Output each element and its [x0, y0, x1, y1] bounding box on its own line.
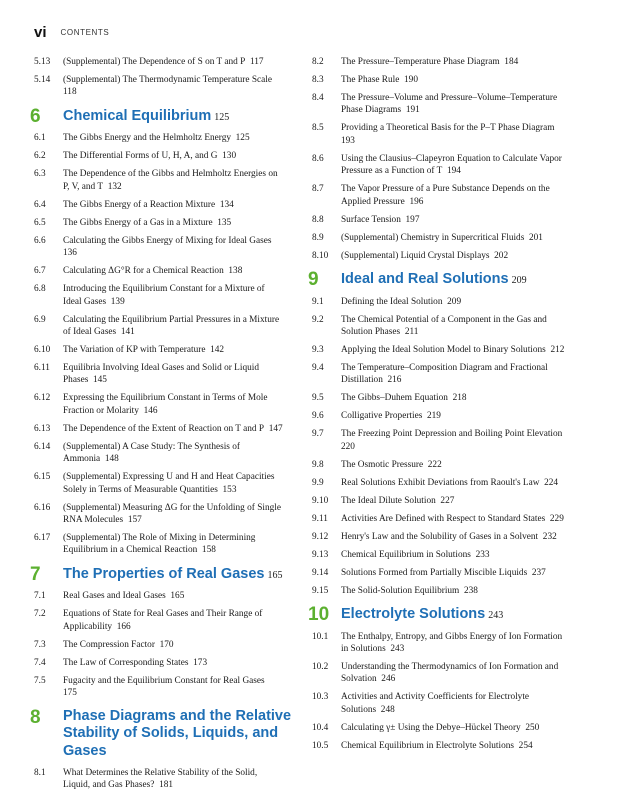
section-number: 6.1	[34, 133, 46, 144]
chapter-title: Phase Diagrams and the Relative Stability of Solids, Liquids, and Gases	[63, 707, 292, 759]
toc-entry	[306, 392, 600, 404]
toc-entry	[306, 214, 600, 226]
section-page: 219	[427, 411, 441, 422]
section-number: 8.2	[312, 57, 324, 67]
toc-entry	[306, 661, 600, 686]
section-title: The Vapor Pressure of a Pure Substance Depends on the Applied Pressure	[341, 184, 550, 207]
section-page: 132	[107, 181, 122, 192]
section-page: 229	[549, 513, 564, 524]
section-number: 7.1	[34, 591, 46, 602]
toc-entry	[306, 410, 600, 422]
section-page: 153	[222, 484, 237, 495]
toc-entry	[306, 567, 600, 579]
toc-entry	[28, 502, 300, 527]
section-title: The Gibbs Energy of a Reaction Mixture	[63, 199, 216, 210]
section-page: 232	[542, 531, 557, 542]
section-title-line	[341, 250, 571, 262]
chapter-heading	[306, 605, 600, 624]
chapter-heading	[306, 270, 600, 289]
section-page: 125	[235, 133, 250, 144]
section-number: 6.8	[34, 284, 46, 295]
section-title: Real Gases and Ideal Gases	[63, 591, 166, 602]
section-title: The Gibbs–Duhem Equation	[341, 393, 448, 404]
section-title-line	[341, 92, 571, 117]
chapter-title: Chemical Equilibrium	[63, 107, 212, 124]
section-number: 9.9	[312, 477, 324, 488]
section-page: 141	[120, 326, 135, 337]
section-title-line	[341, 477, 571, 489]
section-title-line	[63, 74, 283, 99]
section-number: 9.14	[312, 567, 329, 578]
section-title-line	[341, 74, 571, 86]
section-title-line	[341, 428, 571, 453]
section-page: 209	[447, 296, 462, 307]
section-title: (Supplemental) Expressing U and H and Heat Capacities Solely in Terms of Measurable Quantities	[63, 472, 275, 495]
section-title: Introducing the Equilibrium Constant for a Mixture of Ideal Gases	[63, 284, 265, 307]
section-page: 134	[219, 199, 234, 210]
section-title: Applying the Ideal Solution Model to Binary Solutions	[341, 344, 546, 355]
section-title: The Ideal Dilute Solution	[341, 495, 436, 506]
toc-entry	[28, 639, 300, 651]
section-number: 6.17	[34, 532, 51, 543]
section-page: 224	[544, 477, 559, 488]
section-number: 10.2	[312, 662, 329, 673]
section-title-line	[63, 392, 283, 417]
toc-entry	[28, 132, 300, 144]
toc-entry	[28, 344, 300, 356]
section-title: Calculating γ± Using the Debye–Hückel Theory	[341, 722, 521, 733]
section-title: Calculating ΔG°R for a Chemical Reaction	[63, 266, 224, 277]
section-title: The Gibbs Energy of a Gas in a Mixture	[63, 217, 213, 228]
toc-entry	[28, 362, 300, 387]
section-page: 147	[268, 423, 283, 434]
section-page: 117	[249, 57, 264, 67]
section-number: 5.13	[34, 57, 51, 67]
section-number: 9.15	[312, 585, 329, 596]
running-head: CONTENTS	[60, 28, 110, 37]
section-number: 9.11	[312, 513, 328, 524]
section-title: Calculating the Gibbs Energy of Mixing for Ideal Gases	[63, 235, 272, 246]
section-title-line	[341, 513, 571, 525]
chapter-number: 7	[30, 563, 41, 585]
section-title: Defining the Ideal Solution	[341, 296, 443, 307]
section-number: 8.10	[312, 250, 329, 261]
section-title: Chemical Equilibrium in Electrolyte Solutions	[341, 740, 515, 751]
section-title-line	[63, 471, 283, 496]
section-title-line	[63, 767, 283, 792]
toc-entry	[306, 122, 600, 147]
section-number: 6.3	[34, 169, 46, 180]
section-number: 7.4	[34, 657, 46, 668]
section-page: 135	[217, 217, 232, 228]
section-title-line	[63, 423, 283, 435]
toc-entry	[306, 531, 600, 543]
section-number: 8.4	[312, 93, 324, 103]
toc-entry	[306, 92, 600, 117]
section-title: The Variation of KP with Temperature	[63, 344, 206, 355]
section-title-line	[63, 56, 283, 68]
chapter-title: Electrolyte Solutions	[341, 606, 486, 623]
section-number: 9.12	[312, 531, 329, 542]
section-number: 8.8	[312, 214, 324, 225]
section-number: 10.1	[312, 631, 329, 642]
section-page: 136	[63, 248, 77, 259]
section-title-line	[63, 199, 283, 211]
section-title-line	[63, 150, 283, 162]
section-title: The Dependence of the Gibbs and Helmholtz Energies on P, V, and T	[63, 169, 278, 192]
toc-entry	[306, 250, 600, 262]
toc-entry	[28, 471, 300, 496]
section-title-line	[341, 56, 571, 68]
section-page: 254	[518, 740, 533, 751]
section-title: Equilibria Involving Ideal Gases and Solid or Liquid Phases	[63, 362, 259, 386]
section-title-line	[341, 722, 571, 734]
section-title: (Supplemental) The Role of Mixing in Determining Equilibrium in a Chemical Reaction	[63, 532, 256, 556]
section-page: 158	[201, 545, 216, 556]
section-page: 181	[159, 780, 174, 791]
section-page: 191	[405, 105, 420, 116]
chapter-title: The Properties of Real Gases	[63, 565, 265, 582]
section-number: 6.5	[34, 217, 46, 228]
section-page: 197	[405, 214, 420, 225]
section-number: 6.15	[34, 472, 51, 483]
section-title-line	[63, 283, 283, 308]
section-number: 8.7	[312, 184, 324, 195]
section-title-line	[341, 314, 571, 339]
section-number: 5.14	[34, 75, 51, 85]
section-title: Solutions Formed from Partially Miscible Liquids	[341, 567, 528, 578]
section-page: 250	[525, 722, 540, 733]
section-number: 6.6	[34, 235, 46, 246]
section-number: 9.4	[312, 362, 324, 373]
section-page: 139	[110, 296, 125, 307]
toc-entry	[306, 314, 600, 339]
section-title: The Pressure–Temperature Phase Diagram	[341, 57, 500, 67]
section-title-line	[63, 675, 283, 700]
section-title: The Differential Forms of U, H, A, and G	[63, 151, 218, 162]
section-number: 6.16	[34, 502, 51, 513]
toc-entry	[28, 199, 300, 211]
section-title-line	[341, 691, 571, 716]
section-title: The Osmotic Pressure	[341, 459, 424, 470]
chapter-page: 165	[267, 569, 283, 581]
chapter-number: 9	[308, 269, 319, 291]
section-page: 233	[475, 549, 490, 560]
section-title-line	[63, 168, 283, 193]
section-title: The Enthalpy, Entropy, and Gibbs Energy of Ion Formation in Solutions	[341, 631, 563, 655]
toc-entry	[306, 232, 600, 244]
section-title-line	[341, 495, 571, 507]
section-title-line	[63, 265, 283, 277]
section-number: 6.11	[34, 362, 50, 373]
section-number: 7.3	[34, 639, 46, 650]
section-page: 211	[404, 326, 419, 337]
section-page: 166	[116, 621, 131, 632]
section-page: 118	[63, 87, 77, 98]
toc-entry	[306, 56, 600, 68]
section-title: The Temperature–Composition Diagram and Fractional Distillation	[341, 362, 548, 386]
chapter-heading	[28, 565, 300, 584]
section-title: The Pressure–Volume and Pressure–Volume–Temperature Phase Diagrams	[341, 93, 558, 116]
section-title: Using the Clausius–Clapeyron Equation to Calculate Vapor Pressure as a Function of T	[341, 153, 562, 177]
section-title: Colligative Properties	[341, 411, 423, 422]
section-page: 248	[380, 704, 395, 715]
section-number: 6.2	[34, 151, 46, 162]
section-page: 173	[193, 657, 208, 668]
chapter-number: 8	[30, 706, 41, 728]
section-title-line	[63, 235, 283, 260]
section-title: (Supplemental) Measuring ΔG for the Unfolding of Single RNA Molecules	[63, 502, 281, 525]
section-number: 8.1	[34, 768, 46, 778]
section-title-line	[341, 740, 571, 752]
section-page: 202	[494, 250, 509, 261]
chapter-title: Ideal and Real Solutions	[341, 271, 509, 288]
section-page: 175	[63, 688, 77, 699]
chapter-page: 125	[214, 111, 230, 123]
section-page: 190	[404, 75, 418, 85]
toc-entry	[28, 283, 300, 308]
section-title-line	[341, 567, 571, 579]
section-title-line	[63, 590, 283, 602]
toc-entry	[28, 657, 300, 669]
toc-entry	[306, 722, 600, 734]
section-number: 9.7	[312, 429, 324, 440]
section-title-line	[341, 183, 571, 208]
section-page: 138	[228, 266, 243, 277]
toc-entry	[306, 740, 600, 752]
page-header	[34, 24, 109, 42]
section-title: The Law of Corresponding States	[63, 657, 189, 668]
section-page: 246	[381, 674, 396, 685]
section-title-line	[341, 585, 571, 597]
section-title: Fugacity and the Equilibrium Constant for Real Gases	[63, 675, 265, 686]
section-title-line	[341, 549, 571, 561]
toc-entry	[306, 153, 600, 178]
section-title-line	[341, 232, 571, 244]
section-title-line	[63, 362, 283, 387]
section-number: 8.9	[312, 232, 324, 243]
section-title: (Supplemental) The Dependence of S on T and P	[63, 57, 246, 67]
section-page: 216	[387, 375, 402, 386]
toc-entry	[28, 423, 300, 435]
toc-entry	[306, 183, 600, 208]
section-title-line	[63, 502, 283, 527]
section-title-line	[63, 217, 283, 229]
section-title: The Solid-Solution Equilibrium	[341, 585, 460, 596]
toc-entry	[306, 428, 600, 453]
section-number: 9.13	[312, 549, 329, 560]
section-title-line	[341, 153, 571, 178]
chapter-heading	[28, 107, 300, 126]
section-title: Expressing the Equilibrium Constant in Terms of Mole Fraction or Molarity	[63, 393, 268, 416]
section-number: 7.2	[34, 609, 46, 620]
section-page: 237	[531, 567, 546, 578]
toc-entry	[28, 608, 300, 633]
section-title-line	[63, 608, 283, 633]
section-title: Understanding the Thermodynamics of Ion Formation and Solvation	[341, 662, 559, 685]
toc-entry	[306, 296, 600, 308]
section-title: The Dependence of the Extent of Reaction on T and P	[63, 423, 265, 434]
page-number: vi	[34, 24, 47, 41]
section-page: 238	[463, 585, 478, 596]
section-title: What Determines the Relative Stability of the Solid, Liquid, and Gas Phases?	[63, 768, 258, 791]
section-number: 10.4	[312, 722, 329, 733]
section-title-line	[63, 532, 283, 557]
chapter-page: 209	[511, 275, 527, 287]
section-number: 6.4	[34, 199, 46, 210]
section-page: 142	[210, 344, 225, 355]
section-page: 227	[440, 495, 455, 506]
section-number: 6.9	[34, 314, 46, 325]
section-title: Providing a Theoretical Basis for the P–T Phase Diagram	[341, 123, 555, 134]
section-title-line	[341, 459, 571, 471]
toc-entry	[28, 217, 300, 229]
toc-entry	[28, 150, 300, 162]
section-page: 165	[170, 591, 185, 602]
section-number: 6.14	[34, 441, 51, 452]
toc-entry	[28, 265, 300, 277]
toc-entry	[28, 441, 300, 466]
section-page: 146	[143, 405, 158, 416]
section-number: 8.3	[312, 75, 324, 85]
section-title: The Compression Factor	[63, 639, 155, 650]
section-title-line	[63, 344, 283, 356]
toc-entry	[28, 767, 300, 792]
toc-entry	[306, 631, 600, 656]
section-page: 220	[341, 441, 355, 452]
section-title-line	[63, 657, 283, 669]
toc-entry	[306, 585, 600, 597]
chapter-heading	[28, 708, 300, 761]
section-page: 184	[504, 57, 519, 67]
section-title-line	[341, 362, 571, 387]
section-title-line	[341, 344, 571, 356]
toc-entry	[28, 675, 300, 700]
section-number: 9.10	[312, 495, 329, 506]
section-title-line	[63, 441, 283, 466]
section-title: Henry's Law and the Solubility of Gases in a Solvent	[341, 531, 539, 542]
section-title-line	[63, 314, 283, 339]
section-number: 6.10	[34, 344, 51, 355]
section-page: 222	[427, 459, 442, 470]
toc-entry	[306, 691, 600, 716]
section-title: Calculating the Equilibrium Partial Pressures in a Mixture of Ideal Gases	[63, 314, 280, 337]
section-number: 9.1	[312, 296, 324, 307]
toc-entry	[28, 74, 300, 99]
toc-entry	[28, 235, 300, 260]
section-title-line	[341, 214, 571, 226]
section-page: 170	[159, 639, 174, 650]
section-title-line	[341, 392, 571, 404]
section-number: 8.5	[312, 123, 324, 134]
section-page: 212	[550, 344, 565, 355]
section-number: 9.6	[312, 411, 324, 422]
section-title: The Phase Rule	[341, 75, 400, 85]
section-title-line	[341, 531, 571, 543]
toc-entry	[28, 56, 300, 68]
section-page: 218	[452, 393, 467, 404]
section-page: 193	[341, 135, 355, 146]
section-title: Activities Are Defined with Respect to Standard States	[341, 513, 546, 524]
section-number: 6.13	[34, 423, 51, 434]
section-number: 6.7	[34, 266, 46, 277]
section-title: Chemical Equilibrium in Solutions	[341, 549, 471, 560]
toc-entry	[28, 590, 300, 602]
section-title: (Supplemental) Liquid Crystal Displays	[341, 250, 490, 261]
section-title: The Freezing Point Depression and Boiling Point Elevation	[341, 429, 563, 440]
toc-entry	[306, 74, 600, 86]
section-title-line	[341, 661, 571, 686]
section-number: 9.3	[312, 344, 324, 355]
section-number: 10.3	[312, 692, 329, 703]
section-page: 201	[528, 232, 543, 243]
section-title: (Supplemental) Chemistry in Supercritical Fluids	[341, 232, 525, 243]
section-page: 157	[127, 514, 142, 525]
toc-right-column	[306, 56, 600, 758]
section-page: 196	[409, 196, 424, 207]
section-page: 243	[390, 644, 405, 655]
section-number: 8.6	[312, 153, 324, 164]
section-number: 7.5	[34, 675, 46, 686]
section-page: 130	[222, 151, 237, 162]
section-page: 148	[104, 454, 119, 465]
chapter-number: 10	[308, 604, 330, 626]
toc-entry	[28, 532, 300, 557]
section-title-line	[341, 296, 571, 308]
section-title: (Supplemental) The Thermodynamic Temperature Scale	[63, 75, 272, 85]
toc-entry	[306, 362, 600, 387]
section-title-line	[63, 132, 283, 144]
toc-entry	[28, 392, 300, 417]
toc-entry	[306, 344, 600, 356]
section-title-line	[341, 122, 571, 147]
section-page: 194	[446, 166, 461, 177]
toc-entry	[306, 477, 600, 489]
section-number: 9.2	[312, 314, 324, 325]
toc-entry	[306, 459, 600, 471]
section-number: 10.5	[312, 740, 329, 751]
section-title: Activities and Activity Coefficients for Electrolyte Solutions	[341, 692, 530, 715]
toc-entry	[306, 549, 600, 561]
section-number: 6.12	[34, 393, 51, 404]
section-title-line	[341, 410, 571, 422]
toc-entry	[28, 314, 300, 339]
section-number: 9.5	[312, 393, 324, 404]
section-page: 145	[92, 375, 107, 386]
section-title: The Gibbs Energy and the Helmholtz Energy	[63, 133, 231, 144]
toc-entry	[28, 168, 300, 193]
section-title: (Supplemental) A Case Study: The Synthesis of Ammonia	[63, 441, 240, 465]
section-title: Equations of State for Real Gases and Their Range of Applicability	[63, 609, 263, 632]
chapter-page: 243	[488, 610, 504, 622]
chapter-number: 6	[30, 105, 41, 127]
toc-entry	[306, 513, 600, 525]
section-title-line	[341, 631, 571, 656]
section-title: The Chemical Potential of a Component in the Gas and Solution Phases	[341, 314, 547, 337]
section-title: Real Solutions Exhibit Deviations from Raoult's Law	[341, 477, 540, 488]
section-title: Surface Tension	[341, 214, 401, 225]
toc-entry	[306, 495, 600, 507]
toc-left-column	[28, 56, 300, 797]
section-title-line	[63, 639, 283, 651]
section-number: 9.8	[312, 459, 324, 470]
